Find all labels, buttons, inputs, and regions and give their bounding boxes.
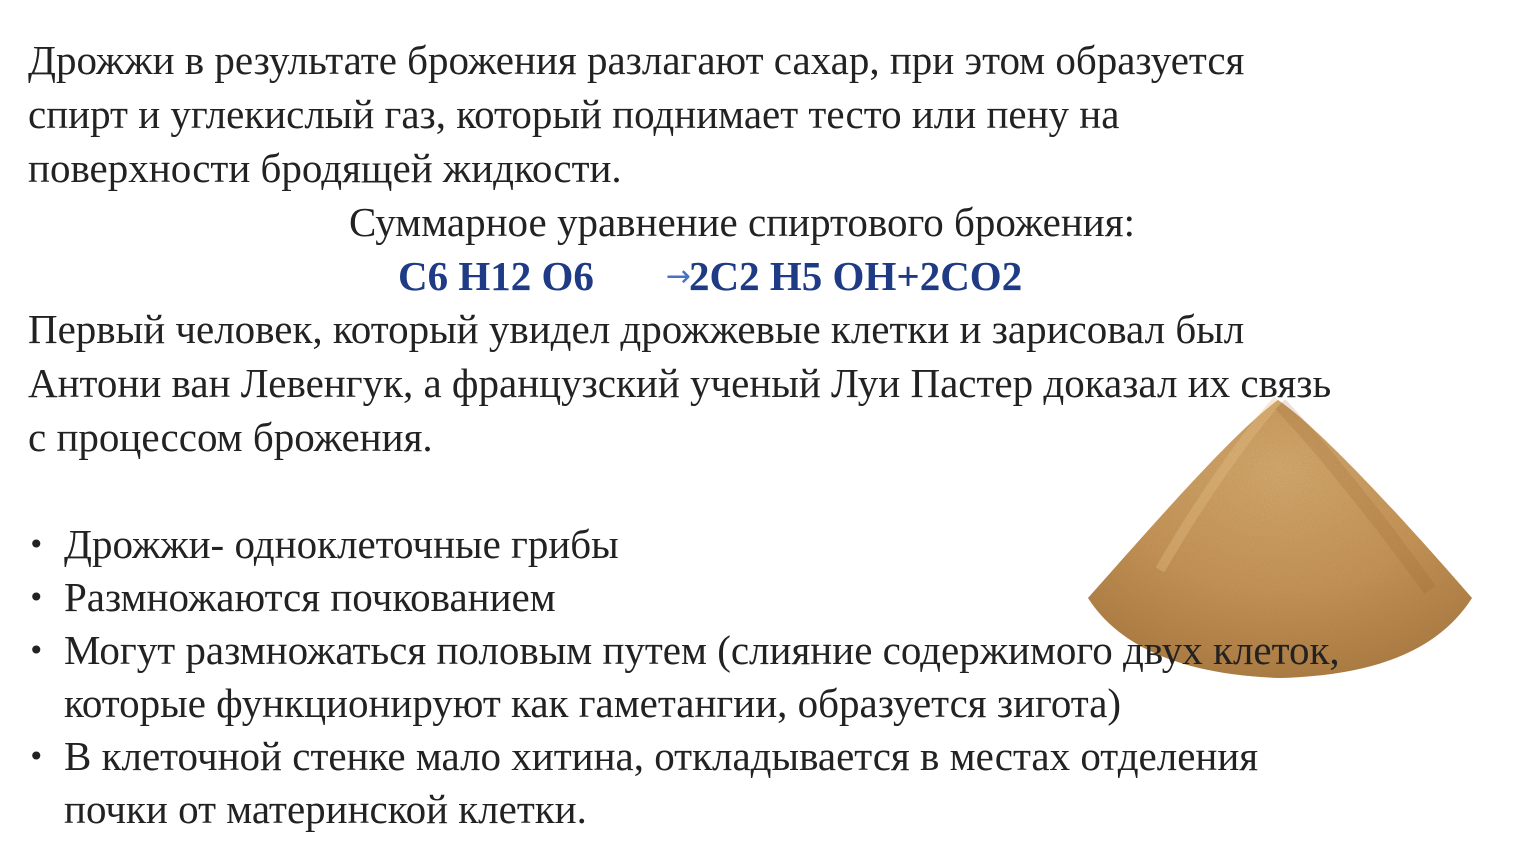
list-item-text: Дрожжи- одноклеточные грибы (64, 521, 619, 567)
equation-title: Суммарное уравнение спиртового брожения: (348, 199, 1135, 245)
equation-products: 2C2 H5 OH+2CO2 (689, 253, 1023, 299)
bullet-icon: • (28, 740, 45, 773)
intro-line: спирт и углекислый газ, который поднимает тесто или пену на (28, 91, 1120, 137)
list-item (28, 730, 1340, 836)
equation-reactants: C6 H12 O6 (398, 253, 594, 299)
list-item-text: Размножаются почкованием (64, 574, 556, 620)
yeast-facts-list (28, 518, 1340, 836)
list-item-text: Могут размножаться половым путем (слияние содержимого двух клеток, (64, 627, 1340, 673)
history-line: Первый человек, который увидел дрожжевые клетки и зарисовал был (28, 306, 1245, 352)
reaction-arrow-icon: → (665, 259, 692, 294)
intro-line: поверхности бродящей жидкости. (28, 145, 622, 191)
bullet-icon: • (28, 634, 45, 667)
list-item (28, 571, 1340, 624)
history-line: Антони ван Левенгук, а французский ученый Луи Пастер доказал их связь (28, 360, 1332, 406)
list-item (28, 518, 1340, 571)
list-item-text: почки от материнской клетки. (64, 786, 587, 832)
bullet-icon: • (28, 528, 45, 561)
list-item-text: В клеточной стенке мало хитина, откладывается в местах отделения (64, 733, 1259, 779)
intro-line: Дрожжи в результате брожения разлагают сахар, при этом образуется (28, 37, 1245, 83)
fermentation-equation (398, 251, 1022, 302)
bullet-icon: • (28, 581, 45, 614)
intro-paragraph (28, 33, 1244, 195)
history-line: с процессом брожения. (28, 414, 433, 460)
list-item-text: которые функционируют как гаметангии, образуется зигота) (64, 680, 1122, 726)
list-item (28, 624, 1340, 730)
